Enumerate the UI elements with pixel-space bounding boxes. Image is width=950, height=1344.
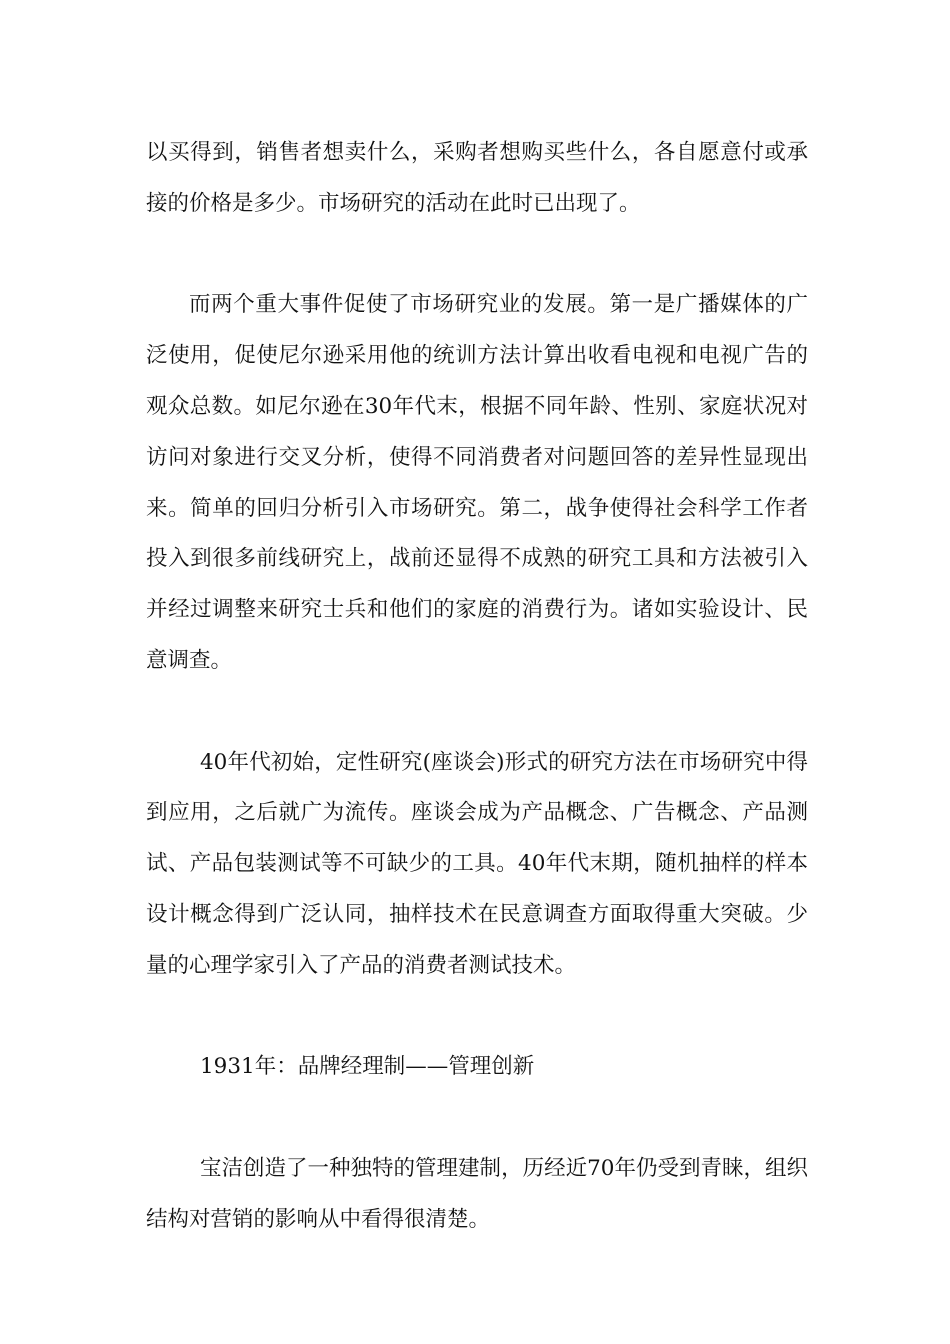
document-body xyxy=(146,128,808,1246)
paragraph-spacer xyxy=(146,992,808,1043)
paragraph-market-research-origin: 以买得到，销售者想卖什么，采购者想购买些什么，各自愿意付或承接的价格是多少。市场研究的活动在此时已出现了。 xyxy=(146,140,808,216)
paragraph-1940s-qualitative-research: 40年代初始，定性研究(座谈会)形式的研究方法在市场研究中得到应用，之后就广为流传。座谈会成为产品概念、广告概念、产品测试、产品包装测试等不可缺少的工具。40年代末期，随机抽样的样本设计概念得到广泛认同，抽样技术在民意调查方面取得重大突破。少量的心理学家引入了产品的消费者测试技术。 xyxy=(146,749,808,978)
paragraph-pg-management: 宝洁创造了一种独特的管理建制，历经近70年仍受到青睐，组织结构对营销的影响从中看得很清楚。 xyxy=(146,1155,808,1232)
paragraph-spacer xyxy=(146,230,808,281)
paragraph-two-major-events: 而两个重大事件促使了市场研究业的发展。第一是广播媒体的广泛使用，促使尼尔逊采用他的统训方法计算出收看电视和电视广告的观众总数。如尼尔逊在30年代末，根据不同年龄、性别、家庭状况对访问对象进行交叉分析，使得不同消费者对问题回答的差异性显现出来。简单的回归分析引入市场研究。第二，战争使得社会科学工作者投入到很多前线研究上，战前还显得不成熟的研究工具和方法被引入并经过调整来研究士兵和他们的家庭的消费行为。诸如实验设计、民意调查。 xyxy=(146,292,808,673)
section-heading-brand-manager: 1931年：品牌经理制——管理创新 xyxy=(200,1054,535,1080)
paragraph-spacer xyxy=(146,1093,808,1144)
paragraph-spacer xyxy=(146,687,808,738)
